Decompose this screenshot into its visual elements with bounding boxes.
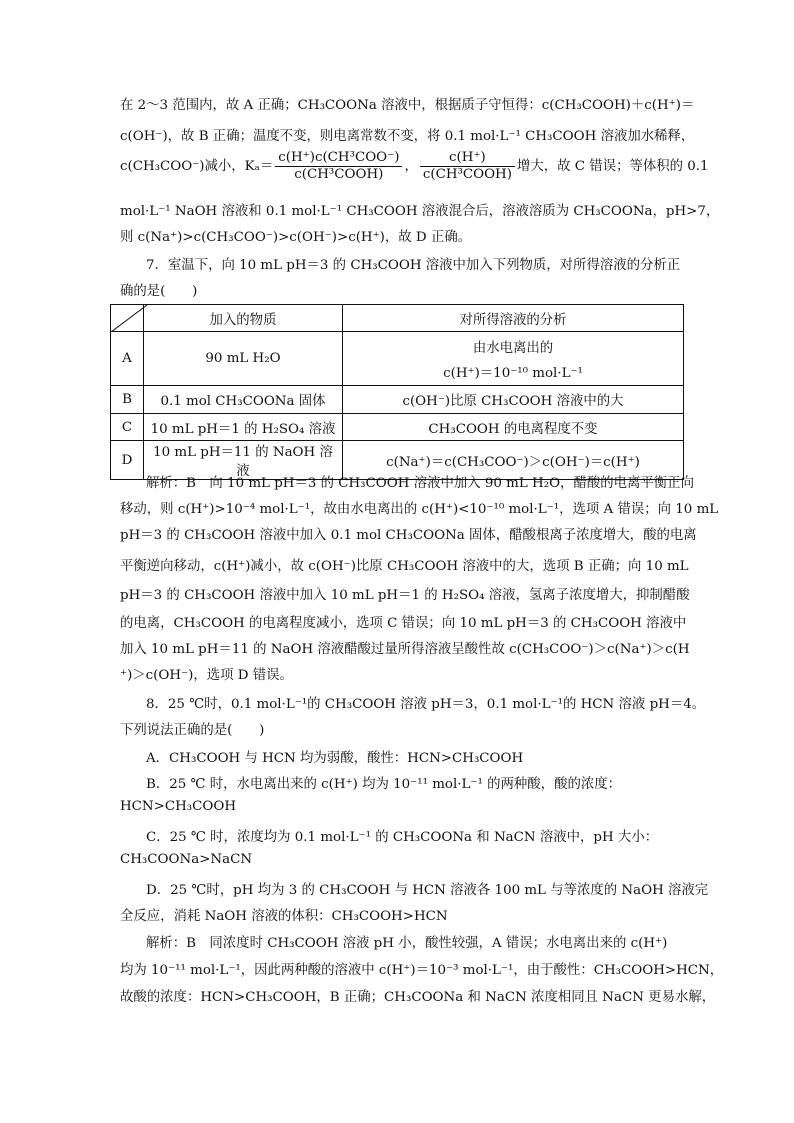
answer-8-line: 故酸的浓度：HCN>CH₃COOH，B 正确；CH₃COONa 和 NaCN 浓度相同且 NaCN 更易水解， bbox=[120, 990, 716, 1005]
row-analysis: c(OH⁻)比原 CH₃COOH 溶液中的大 bbox=[343, 386, 684, 414]
text-span: 增大，故 C 错误；等体积的 0.1 bbox=[516, 159, 709, 174]
fraction-denominator: c(CH³COOH) bbox=[294, 167, 384, 182]
question-7-line: 7．室温下，向 10 mL pH＝3 的 CH₃COOH 溶液中加入下列物质，对所得溶液的分析正 bbox=[146, 258, 681, 273]
text-span: c(CH₃COO⁻)减小，Kₐ＝ bbox=[120, 159, 274, 174]
fraction-numerator: c(H⁺)c(CH³COO⁻) bbox=[275, 150, 402, 167]
answer-7-line: ⁺)＞c(OH⁻)，选项 D 错误。 bbox=[120, 668, 293, 683]
row-label: C bbox=[111, 414, 144, 441]
option-c-cont: CH₃COONa>NaCN bbox=[120, 852, 253, 867]
answer-7-line: 平衡逆向移动，c(H⁺)减小，故 c(OH⁻)比原 CH₃COOH 溶液中的大，选项 B 正确；向 10 mL bbox=[120, 559, 689, 574]
text-span: ， bbox=[404, 159, 418, 174]
table-row bbox=[111, 332, 684, 386]
diagonal-line bbox=[111, 305, 147, 332]
table-row bbox=[111, 414, 684, 441]
text-line: 则 c(Na⁺)>c(CH₃COO⁻)>c(OH⁻)>c(H⁺)，故 D 正确。 bbox=[120, 230, 472, 245]
option-b: B．25 ℃ 时，水电离出来的 c(H⁺) 均为 10⁻¹¹ mol·L⁻¹ 的两种酸，酸的浓度： bbox=[146, 777, 622, 792]
table-corner-cell bbox=[111, 305, 144, 332]
table-header-row bbox=[111, 305, 684, 332]
option-a: A．CH₃COOH 与 HCN 均为弱酸，酸性：HCN>CH₃COOH bbox=[146, 751, 524, 766]
row-substance: 10 mL pH＝11 的 NaOH 溶液 bbox=[144, 441, 343, 480]
analysis-line: 由水电离出的 bbox=[472, 340, 554, 356]
text-line: c(OH⁻)，故 B 正确；温度不变，则电离常数不变，将 0.1 mol·L⁻¹ CH₃COOH 溶液加水稀释， bbox=[120, 129, 695, 144]
row-label: A bbox=[111, 332, 144, 386]
row-analysis bbox=[343, 332, 684, 386]
question-8-line: 8．25 ℃时，0.1 mol·L⁻¹的 CH₃COOH 溶液 pH＝3，0.1 mol·L⁻¹的 HCN 溶液 pH＝4。 bbox=[146, 697, 706, 712]
table-header: 加入的物质 bbox=[144, 305, 343, 332]
row-substance: 0.1 mol CH₃COONa 固体 bbox=[144, 386, 343, 414]
analysis-line: c(H⁺)＝10⁻¹⁰ mol·L⁻¹ bbox=[443, 365, 583, 381]
table-header: 对所得溶液的分析 bbox=[343, 305, 684, 332]
option-d: D．25 ℃时，pH 均为 3 的 CH₃COOH 与 HCN 溶液各 100 mL 与等浓度的 NaOH 溶液完 bbox=[146, 883, 709, 898]
question-8-line: 下列说法正确的是( ) bbox=[120, 723, 265, 738]
text-line: 在 2～3 范围内，故 A 正确；CH₃COONa 溶液中，根据质子守恒得：c(CH₃COOH)＋c(H⁺)＝ bbox=[120, 98, 695, 113]
options-table bbox=[110, 304, 684, 480]
row-analysis: c(Na⁺)＝c(CH₃COO⁻)＞c(OH⁻)＝c(H⁺) bbox=[343, 441, 684, 480]
fraction-ratio bbox=[420, 150, 515, 183]
question-7-line: 确的是( ) bbox=[120, 284, 198, 299]
row-label: D bbox=[111, 441, 144, 480]
answer-7-line: 解析：B 向 10 mL pH＝3 的 CH₃COOH 溶液中加入 90 mL H₂O，醋酸的电离平衡正向 bbox=[146, 476, 694, 491]
fraction-ka bbox=[275, 150, 402, 183]
fraction-numerator: c(H⁺) bbox=[420, 150, 515, 167]
answer-8-line: 均为 10⁻¹¹ mol·L⁻¹，因此两种酸的溶液中 c(H⁺)＝10⁻³ mol·L⁻¹，由于酸性：CH₃COOH>HCN， bbox=[120, 963, 724, 978]
table-row bbox=[111, 386, 684, 414]
answer-8-line: 解析：B 同浓度时 CH₃COOH 溶液 pH 小，酸性较强，A 错误；水电离出来的 c(H⁺) bbox=[146, 936, 668, 951]
answer-7-line: pH＝3 的 CH₃COOH 溶液中加入 0.1 mol CH₃COONa 固体，醋酸根离子浓度增大，酸的电离 bbox=[120, 528, 697, 543]
text-line-with-fractions bbox=[120, 150, 709, 183]
fraction-denominator: c(CH³COOH) bbox=[422, 167, 512, 182]
row-label: B bbox=[111, 386, 144, 414]
row-substance: 90 mL H₂O bbox=[144, 332, 343, 386]
row-analysis: CH₃COOH 的电离程度不变 bbox=[343, 414, 684, 441]
answer-7-line: 移动，则 c(H⁺)>10⁻⁴ mol·L⁻¹，故由水电离出的 c(H⁺)<10⁻¹⁰ mol·L⁻¹，选项 A 错误；向 10 mL bbox=[120, 502, 719, 517]
option-b-cont: HCN>CH₃COOH bbox=[120, 799, 237, 814]
row-substance: 10 mL pH＝1 的 H₂SO₄ 溶液 bbox=[144, 414, 343, 441]
text-line: mol·L⁻¹ NaOH 溶液和 0.1 mol·L⁻¹ CH₃COOH 溶液混合后，溶液溶质为 CH₃COONa，pH>7， bbox=[120, 204, 720, 219]
answer-7-line: pH＝3 的 CH₃COOH 溶液中加入 10 mL pH＝1 的 H₂SO₄ 溶液，氢离子浓度增大，抑制醋酸 bbox=[120, 588, 690, 603]
answer-7-line: 的电离，CH₃COOH 的电离程度减小，选项 C 错误；向 10 mL pH＝3 的 CH₃COOH 溶液中 bbox=[120, 616, 687, 631]
answer-7-line: 加入 10 mL pH＝11 的 NaOH 溶液醋酸过量所得溶液呈酸性故 c(CH₃COO⁻)＞c(Na⁺)＞c(H bbox=[120, 642, 690, 657]
option-d-cont: 全反应，消耗 NaOH 溶液的体积：CH₃COOH>HCN bbox=[120, 909, 448, 924]
option-c: C．25 ℃ 时，浓度均为 0.1 mol·L⁻¹ 的 CH₃COONa 和 NaCN 溶液中，pH 大小： bbox=[146, 830, 659, 845]
